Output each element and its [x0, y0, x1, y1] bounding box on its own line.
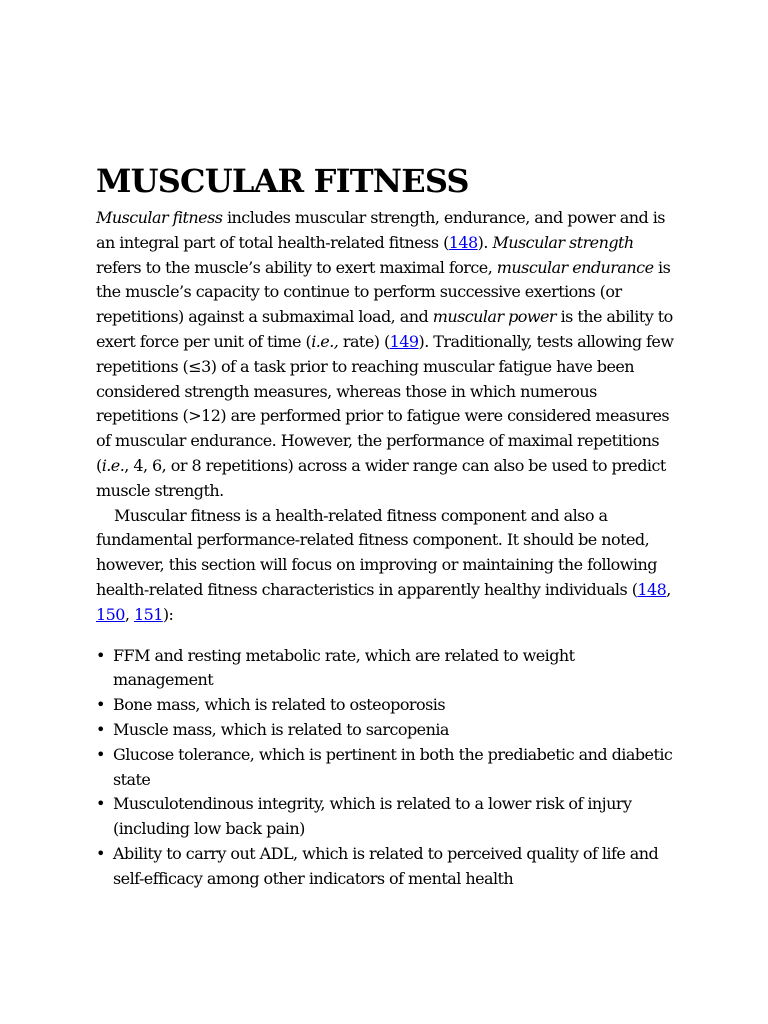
term-muscular-strength: Muscular strength	[492, 232, 634, 252]
intro-paragraph	[96, 206, 676, 504]
paragraph-text: ).	[477, 232, 493, 252]
bullet-icon: •	[96, 794, 105, 814]
paragraph-text: Muscular fitness is a health-related fitness component and also a fundamental performance-related fitness component. It should be noted, however, this section will focus on improving or maintaining the following health-related fitness characteristics in apparently healthy individuals (	[96, 505, 657, 599]
term-muscular-endurance: muscular endurance	[496, 257, 654, 277]
paragraph-text: rate) (	[338, 331, 390, 351]
list-item	[96, 743, 676, 793]
bullet-icon: •	[96, 719, 105, 739]
reference-link-148[interactable]: 148	[637, 579, 667, 599]
bullet-icon: •	[96, 695, 105, 715]
bullet-icon: •	[96, 843, 105, 863]
paragraph-text: includes muscular strength, endurance, and power and is an integral part of total health-related fitness (	[96, 208, 665, 252]
term-muscular-power: muscular power	[432, 307, 557, 327]
list-item-text: Muscle mass, which is related to sarcopenia	[113, 719, 449, 739]
list-item-text: Musculotendinous integrity, which is related to a lower risk of injury (including low back pain)	[113, 794, 632, 839]
reference-link-150[interactable]: 150	[96, 604, 125, 624]
list-item-text: Bone mass, which is related to osteoporosis	[113, 695, 446, 715]
list-item	[96, 644, 676, 694]
list-item-text: Ability to carry out ADL, which is related to perceived quality of life and self-efficacy among other indicators of mental health	[113, 843, 659, 888]
document-page	[96, 162, 676, 892]
paragraph-text: refers to the muscle’s ability to exert maximal force,	[96, 257, 497, 277]
bullet-icon: •	[96, 744, 105, 764]
paragraph-text: ):	[162, 604, 174, 624]
list-item	[96, 792, 676, 842]
reference-link-151[interactable]: 151	[133, 604, 163, 624]
reference-link-148[interactable]: 148	[448, 232, 478, 252]
separator: ,	[666, 579, 671, 599]
paragraph-text: , 4, 6, or 8 repetitions) across a wider range can also be used to predict muscle strength.	[96, 455, 666, 500]
bullet-icon: •	[96, 645, 105, 665]
list-item	[96, 718, 676, 743]
separator: ,	[124, 604, 134, 624]
abbreviation-ie: i.e.,	[311, 331, 339, 351]
section-heading: MUSCULAR FITNESS	[96, 162, 469, 200]
list-item-text: FFM and resting metabolic rate, which are related to weight management	[113, 645, 575, 690]
focus-paragraph	[96, 504, 676, 628]
paragraph-text: ). Traditionally, tests allowing few repetitions (≤3) of a task prior to reaching muscular fatigue have been considered strength measures, whereas those in which numerous repetitions (>12) are performed prior to fatigue were considered measures of muscular endurance. However, the performance of maximal repetitions (	[96, 331, 674, 475]
list-item	[96, 693, 676, 718]
paragraph-text: is the muscle’s capacity to continue to perform successive exertions (or repetitions) against a submaximal load, and	[96, 257, 671, 327]
health-characteristics-list	[96, 644, 676, 892]
list-item-text: Glucose tolerance, which is pertinent in both the prediabetic and diabetic state	[113, 744, 673, 789]
reference-link-149[interactable]: 149	[389, 331, 419, 351]
paragraph-text: is the ability to exert force per unit of time (	[96, 307, 673, 351]
term-muscular-fitness: Muscular fitness	[96, 208, 223, 227]
list-item	[96, 842, 676, 892]
abbreviation-ie: i.e.	[101, 455, 125, 475]
